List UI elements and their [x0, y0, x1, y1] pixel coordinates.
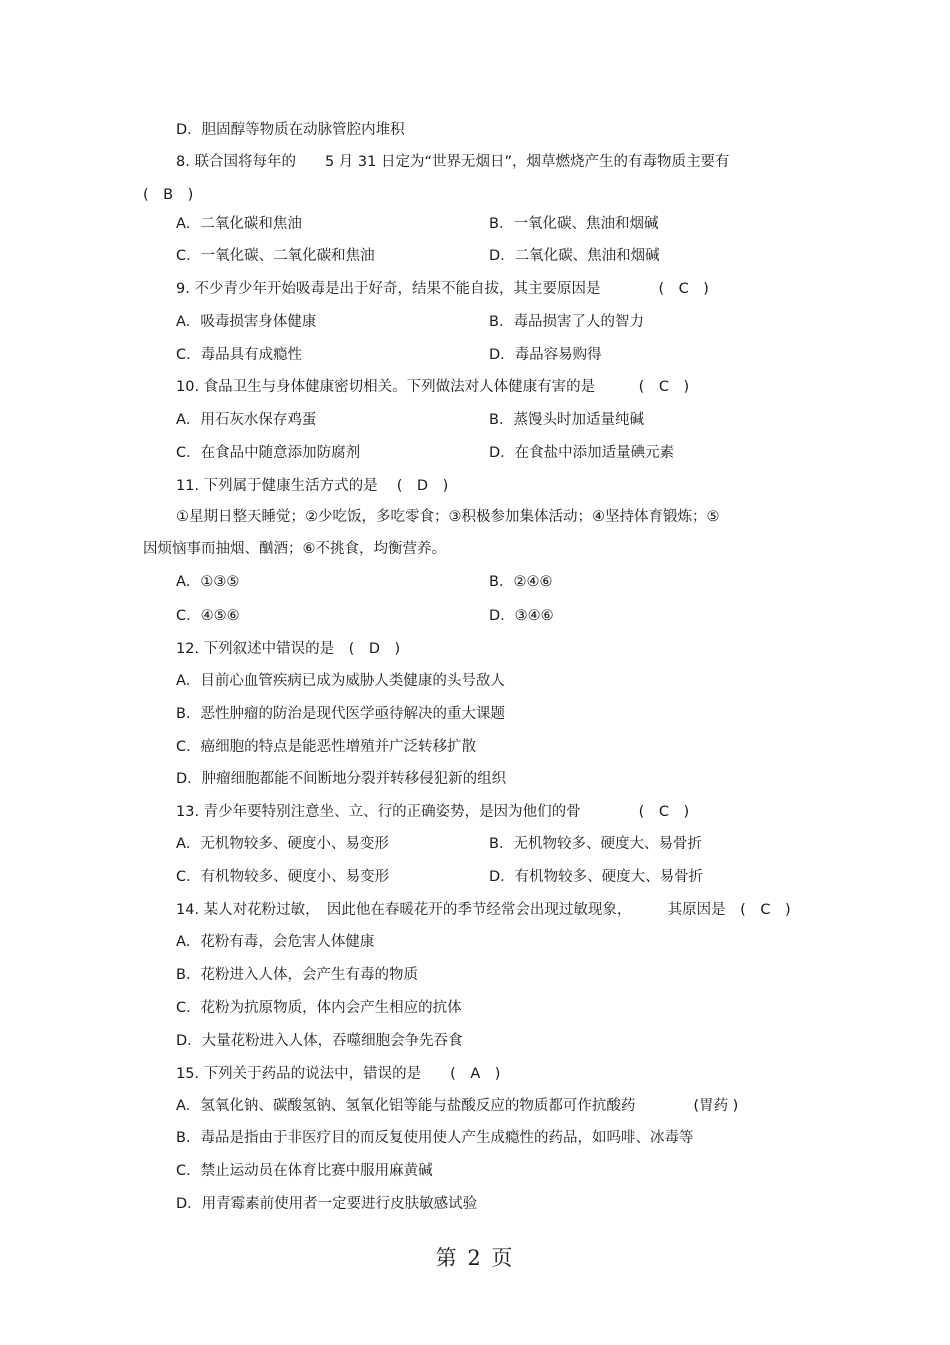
text-line: ( B ): [143, 187, 194, 203]
text-line: D．③④⑥: [489, 608, 554, 624]
page-number: 第 2 页: [435, 1246, 515, 1270]
text-line: B．无机物较多、硬度大、易骨折: [489, 836, 702, 852]
text-line: B．毒品是指由于非医疗目的而反复使用使人产生成瘾性的药品，如吗啡、冰毒等: [176, 1130, 694, 1146]
text-line: A．二氧化碳和焦油: [176, 216, 302, 232]
text-line: A．花粉有毒，会危害人体健康: [176, 934, 375, 950]
text-line: B．②④⑥: [489, 574, 553, 590]
text-line: C．毒品具有成瘾性: [176, 347, 303, 363]
text-line: A．①③⑤: [176, 574, 240, 590]
text-line: B．毒品损害了人的智力: [489, 314, 644, 330]
text-line: 11. 下列属于健康生活方式的是 ( D ): [176, 478, 449, 494]
text-line: D．有机物较多、硬度大、易骨折: [489, 869, 704, 885]
text-line: C．癌细胞的特点是能恶性增殖并广泛转移扩散: [176, 739, 477, 755]
text-line: C．④⑤⑥: [176, 608, 240, 624]
text-line: D．在食盐中添加适量碘元素: [489, 445, 675, 461]
text-line: B．花粉进入人体，会产生有毒的物质: [176, 967, 418, 983]
text-line: C．有机物较多、硬度小、易变形: [176, 869, 390, 885]
text-line: 15. 下列关于药品的说法中，错误的是 ( A ): [176, 1066, 501, 1082]
text-line: C．花粉为抗原物质，体内会产生相应的抗体: [176, 1000, 462, 1016]
text-line: B．一氧化碳、焦油和烟碱: [489, 216, 659, 232]
text-line: D．二氧化碳、焦油和烟碱: [489, 248, 660, 264]
text-line: B．恶性肿瘤的防治是现代医学亟待解决的重大课题: [176, 706, 505, 722]
text-line: B．蒸馒头时加适量纯碱: [489, 412, 644, 428]
text-line: 12. 下列叙述中错误的是 ( D ): [176, 641, 401, 657]
text-line: A．目前心血管疾病已成为威胁人类健康的头号敌人: [176, 673, 505, 689]
text-line: D．用青霉素前使用者一定要进行皮肤敏感试验: [176, 1196, 478, 1212]
text-line: C．一氧化碳、二氧化碳和焦油: [176, 248, 375, 264]
text-line: C．在食品中随意添加防腐剂: [176, 445, 361, 461]
text-line: 14. 某人对花粉过敏， 因此他在春暖花开的季节经常会出现过敏现象， 其原因是 ( C ): [176, 902, 791, 918]
text-line: D．肿瘤细胞都能不间断地分裂并转移侵犯新的组织: [176, 771, 507, 787]
text-line: C．禁止运动员在体育比赛中服用麻黄碱: [176, 1163, 433, 1179]
text-line: A．吸毒损害身体健康: [176, 314, 317, 330]
text-line: 10. 食品卫生与身体健康密切相关。下列做法对人体健康有害的是 ( C ): [176, 379, 690, 395]
text-line: A．无机物较多、硬度小、易变形: [176, 836, 389, 852]
text-line: D．大量花粉进入人体，吞噬细胞会争先吞食: [176, 1033, 463, 1049]
text-line: 因烦恼事而抽烟、酗酒；⑥不挑食，均衡营养。: [143, 541, 446, 557]
text-line: 8. 联合国将每年的 5 月 31 日定为“世界无烟日”，烟草燃烧产生的有毒物质主要有: [176, 154, 730, 170]
text-line: A．用石灰水保存鸡蛋: [176, 412, 317, 428]
text-line: 9. 不少青少年开始吸毒是出于好奇，结果不能自拔，其主要原因是 ( C ): [176, 281, 709, 297]
text-line: 13. 青少年要特别注意坐、立、行的正确姿势，是因为他们的骨 ( C ): [176, 804, 690, 820]
text-line: D．毒品容易购得: [489, 347, 602, 363]
text-line: A．氢氧化钠、碳酸氢钠、氢氧化铝等能与盐酸反应的物质都可作抗酸药 (胃药 ): [176, 1098, 739, 1114]
text-line: ①星期日整天睡觉；②少吃饭，多吃零食；③积极参加集体活动；④坚持体育锻炼；⑤: [176, 509, 720, 525]
text-line: D．胆固醇等物质在动脉管腔内堆积: [176, 122, 405, 138]
